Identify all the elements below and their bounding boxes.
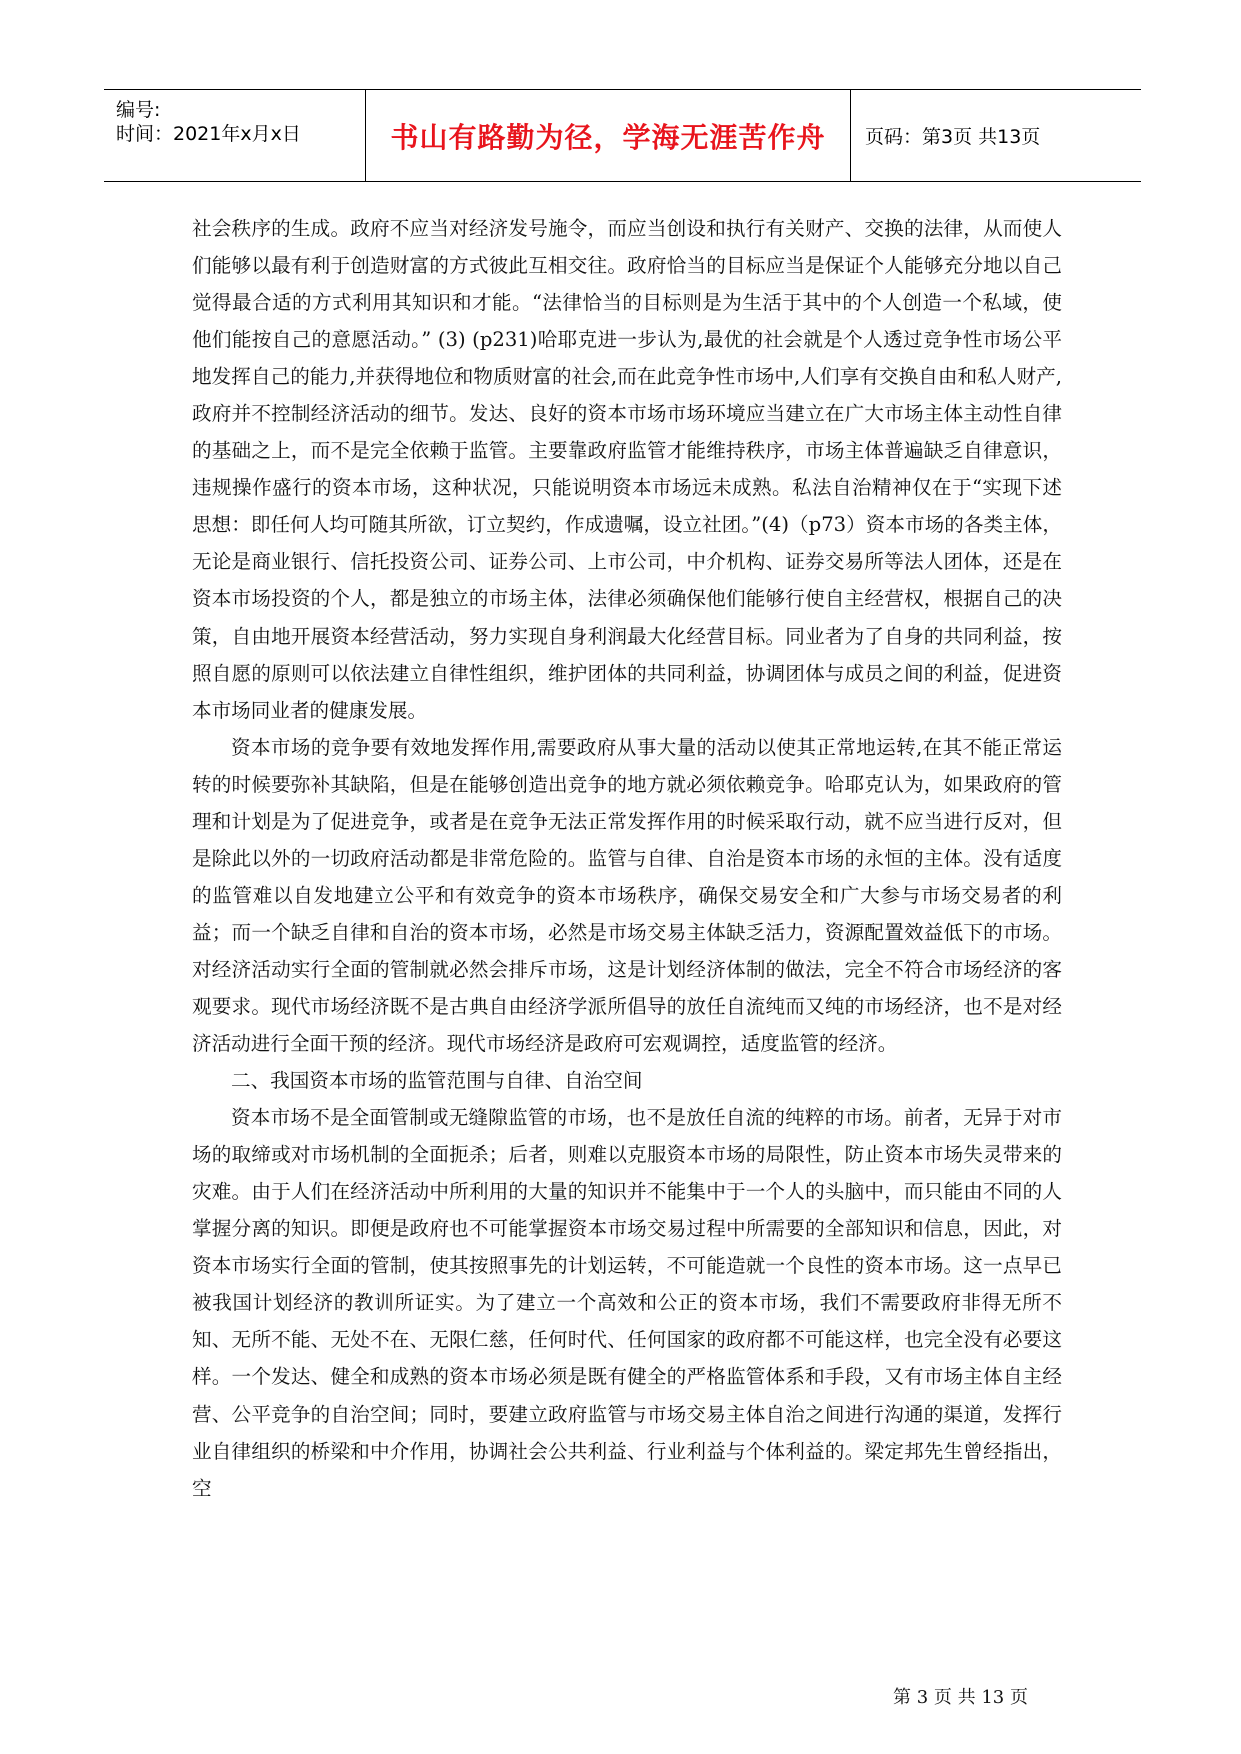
header-motto: 书山有路勤为径，学海无涯苦作舟 [390, 120, 826, 154]
header-page-code: 页码：第3页 共13页 [865, 126, 1041, 148]
paragraph-continuation: 社会秩序的生成。政府不应当对经济发号施令，而应当创设和执行有关财产、交换的法律，从而使人们能够以最有利于创造财富的方式彼此互相交往。政府恰当的目标应当是保证个人能够充分地以自己觉得最合适的方式利用其知识和才能。“法律恰当的目标则是为生活于其中的个人创造一个私域，使他们能按自己的意愿活动。” (3) (p231)哈耶克进一步认为,最优的社会就是个人透过竞争性市场公平地发挥自己的能力,并获得地位和物质财富的社会,而在此竞争性市场中,人们享有交换自由和私人财产,政府并不控制经济活动的细节。发达、良好的资本市场市场环境应当建立在广大市场主体主动性自律的基础之上，而不是完全依赖于监管。主要靠政府监管才能维持秩序，市场主体普遍缺乏自律意识，违规操作盛行的资本市场，这种状况，只能说明资本市场远未成熟。私法自治精神仅在于“实现下述思想：即任何人均可随其所欲，订立契约，作成遗嘱，设立社团。”(4)（p73）资本市场的各类主体，无论是商业银行、信托投资公司、证券公司、上市公司，中介机构、证券交易所等法人团体，还是在资本市场投资的个人，都是独立的市场主体，法律必须确保他们能够行使自主经营权，根据自己的决策，自由地开展资本经营活动，努力实现自身利润最大化经营目标。同业者为了自身的共同利益，按照自愿的原则可以依法建立自律性组织，维护团体的共同利益，协调团体与成员之间的利益，促进资本市场同业者的健康发展。 [192, 217, 1062, 722]
page-header [104, 89, 1141, 182]
header-motto-cell [366, 90, 851, 181]
body-text [192, 210, 1062, 1507]
document-number-label: 编号: [116, 99, 161, 121]
page-footer: 第 3 页 共 13 页 [893, 1687, 1028, 1708]
section-heading: 二、我国资本市场的监管范围与自律、自治空间 [231, 1069, 643, 1093]
paragraph: 资本市场不是全面管制或无缝隙监管的市场，也不是放任自流的纯粹的市场。前者，无异于对市场的取缔或对市场机制的全面扼杀；后者，则难以克服资本市场的局限性，防止资本市场失灵带来的灾难。由于人们在经济活动中所利用的大量的知识并不能集中于一个人的头脑中，而只能由不同的人掌握分离的知识。即便是政府也不可能掌握资本市场交易过程中所需要的全部知识和信息，因此，对资本市场实行全面的管制，使其按照事先的计划运转，不可能造就一个良性的资本市场。这一点早已被我国计划经济的教训所证实。为了建立一个高效和公正的资本市场，我们不需要政府非得无所不知、无所不能、无处不在、无限仁慈，任何时代、任何国家的政府都不可能这样，也完全没有必要这样。一个发达、健全和成熟的资本市场必须是既有健全的严格监管体系和手段，又有市场主体自主经营、公平竞争的自治空间；同时，要建立政府监管与市场交易主体自治之间进行沟通的渠道，发挥行业自律组织的桥梁和中介作用，协调社会公共利益、行业利益与个体利益的。梁定邦先生曾经指出，空 [192, 1106, 1062, 1500]
paragraph: 资本市场的竞争要有效地发挥作用,需要政府从事大量的活动以使其正常地运转,在其不能正常运转的时候要弥补其缺陷，但是在能够创造出竞争的地方就必须依赖竞争。哈耶克认为，如果政府的管理和计划是为了促进竞争，或者是在竞争无法正常发挥作用的时候采取行动，就不应当进行反对，但是除此以外的一切政府活动都是非常危险的。监管与自律、自治是资本市场的永恒的主体。没有适度的监管难以自发地建立公平和有效竞争的资本市场秩序，确保交易安全和广大参与市场交易者的利益；而一个缺乏自律和自治的资本市场，必然是市场交易主体缺乏活力，资源配置效益低下的市场。对经济活动实行全面的管制就必然会排斥市场，这是计划经济体制的做法，完全不符合市场经济的客观要求。现代市场经济既不是古典自由经济学派所倡导的放任自流纯而又纯的市场经济，也不是对经济活动进行全面干预的经济。现代市场经济是政府可宏观调控，适度监管的经济。 [192, 735, 1062, 1056]
document-time-label: 时间：2021年x月x日 [116, 123, 301, 145]
header-page-cell [851, 90, 1141, 181]
header-info-cell [104, 90, 366, 181]
